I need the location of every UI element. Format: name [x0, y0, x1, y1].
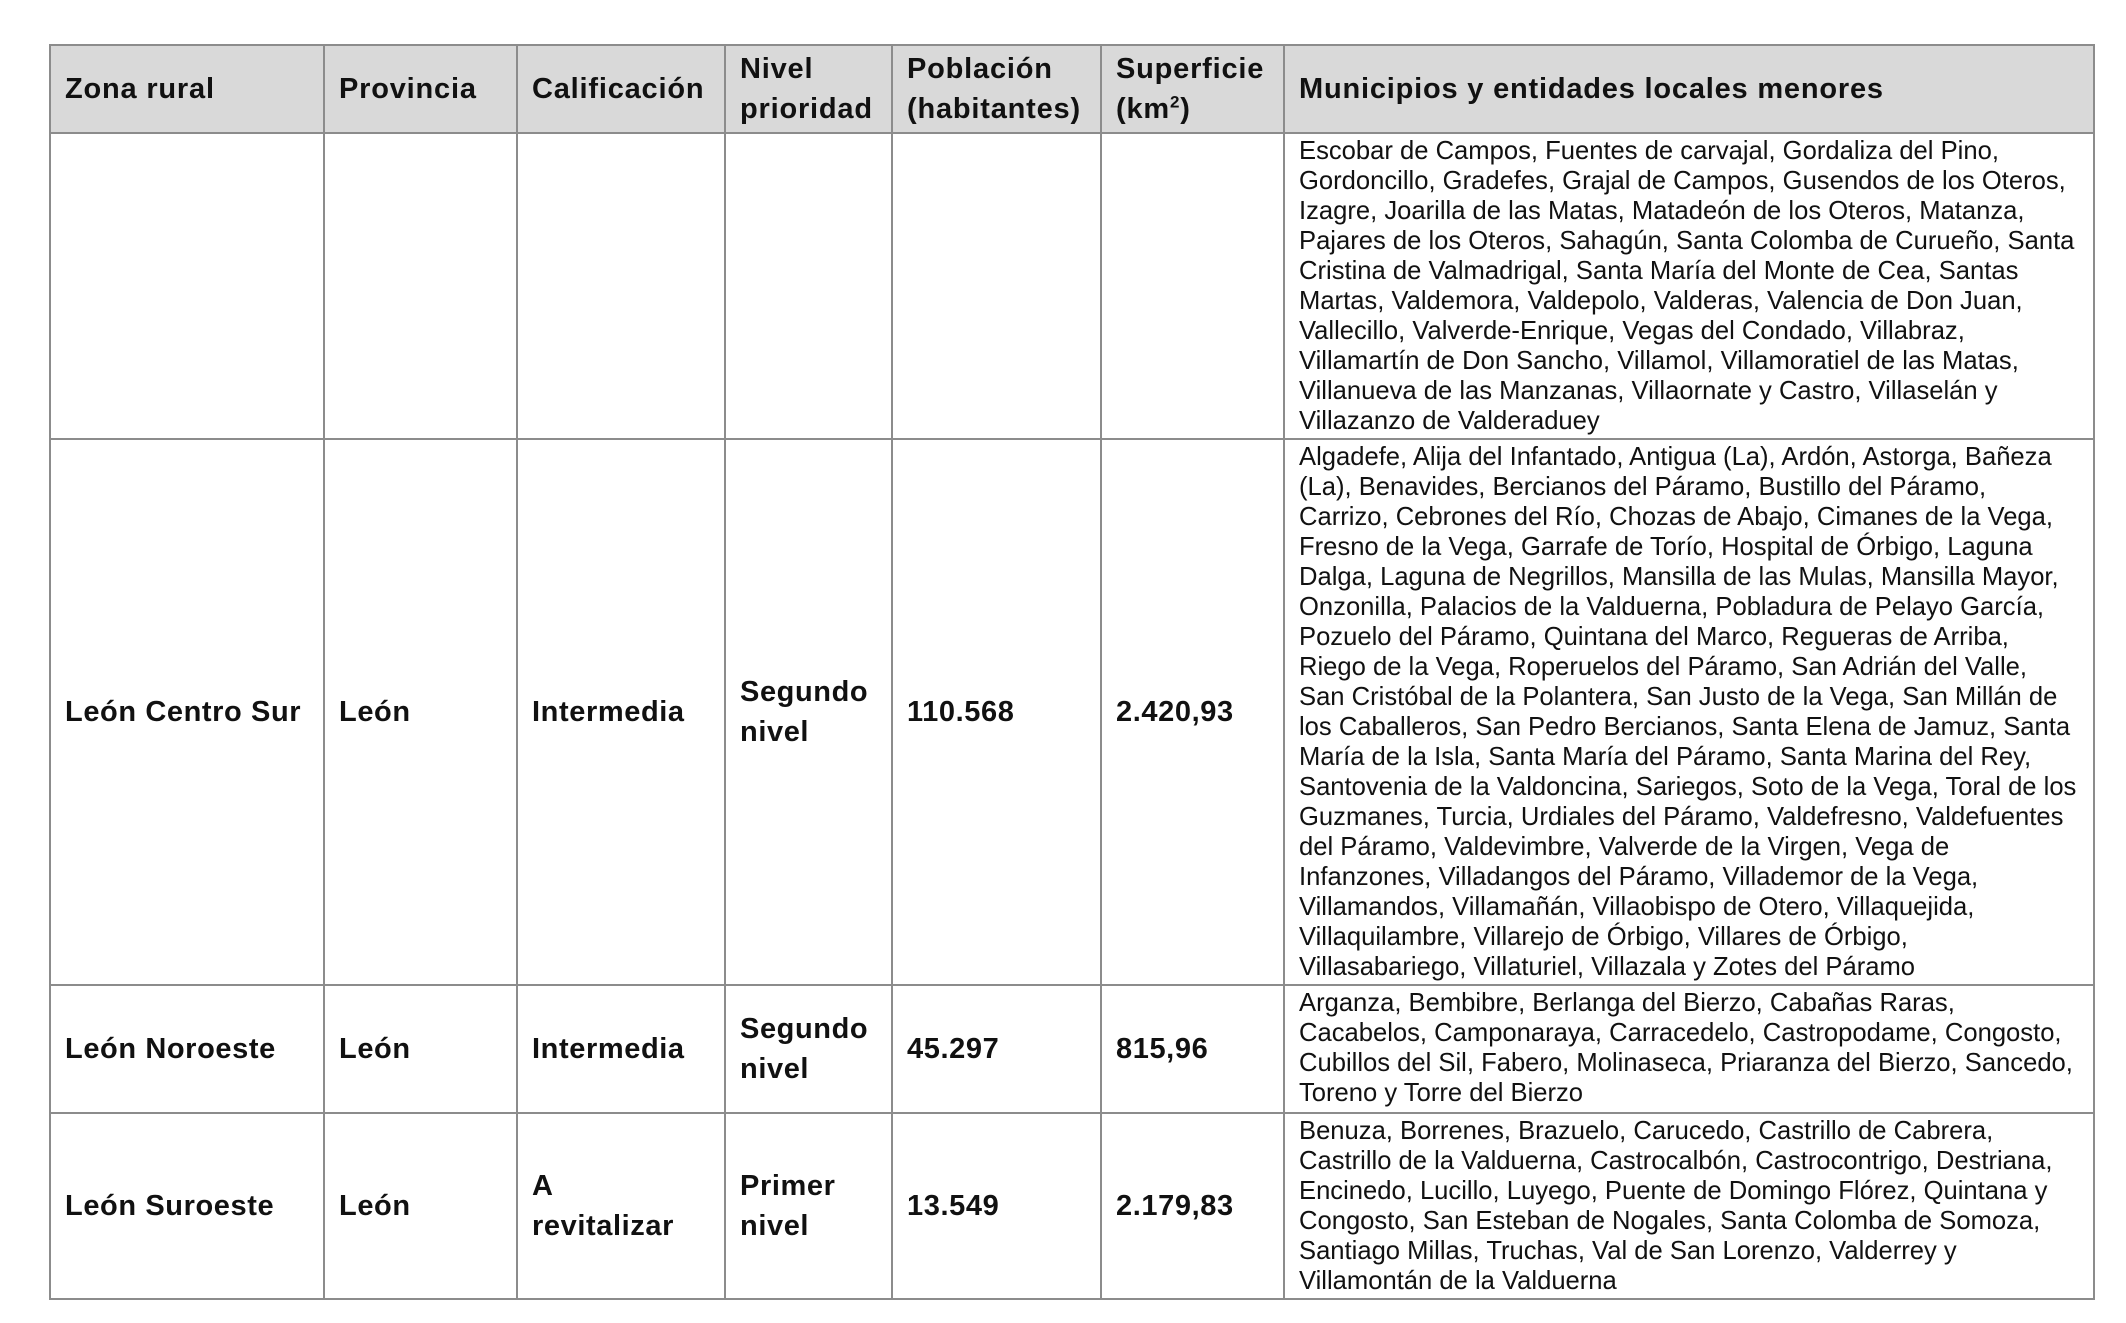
cell-municipios: Benuza, Borrenes, Brazuelo, Carucedo, Castrillo de Cabrera, Castrillo de la Valduerna, Castrocalbón, Castrocontrigo, Destriana, Encinedo, Lucillo, Luyego, Puente de Domingo Flórez, Quintana y Congosto, San Esteban de Nogales, Santa Colomba de Somoza, Santiago Millas, Truchas, Val de San Lorenzo, Valderrey y Villamontán de la Valduerna [1284, 1113, 2094, 1299]
cell-municipios: Arganza, Bembibre, Berlanga del Bierzo, Cabañas Raras, Cacabelos, Camponaraya, Carracedelo, Castropodame, Congosto, Cubillos del Sil, Fabero, Molinaseca, Priaranza del Bierzo, Sancedo, Toreno y Torre del Bierzo [1284, 985, 2094, 1113]
cell-nivel [725, 439, 892, 985]
cell-nivel-line2: nivel [740, 1210, 810, 1242]
cell-nivel-line2: nivel [740, 1053, 810, 1085]
cell-nivel [725, 1113, 892, 1299]
header-poblacion [892, 45, 1101, 133]
header-municipios: Municipios y entidades locales menores [1284, 45, 2094, 133]
header-superficie-unit-pre: (km [1116, 93, 1170, 125]
table-row [50, 439, 2094, 985]
cell-poblacion: 110.568 [892, 439, 1101, 985]
cell-zona: León Noroeste [50, 985, 324, 1113]
header-nivel-prioridad [725, 45, 892, 133]
cell-superficie: 2.179,83 [1101, 1113, 1284, 1299]
header-zona-rural: Zona rural [50, 45, 324, 133]
table-row [50, 133, 2094, 439]
cell-zona: León Centro Sur [50, 439, 324, 985]
cell-poblacion [892, 133, 1101, 439]
table-row [50, 1113, 2094, 1299]
header-superficie-line1: Superficie [1116, 53, 1265, 85]
table-row [50, 985, 2094, 1113]
cell-calificacion: Intermedia [517, 439, 725, 985]
cell-zona: León Suroeste [50, 1113, 324, 1299]
cell-nivel-line1: Primer [740, 1170, 836, 1202]
cell-municipios: Algadefe, Alija del Infantado, Antigua (La), Ardón, Astorga, Bañeza (La), Benavides, Bercianos del Páramo, Bustillo del Páramo, Carrizo, Cebrones del Río, Chozas de Abajo, Cimanes de la Vega, Fresno de la Vega, Garrafe de Torío, Hospital de Órbigo, Laguna Dalga, Laguna de Negrillos, Mansilla de las Mulas, Mansilla Mayor, Onzonilla, Palacios de la Valduerna, Pobladura de Pelayo García, Pozuelo del Páramo, Quintana del Marco, Regueras de Arriba, Riego de la Vega, Roperuelos del Páramo, San Adrián del Valle, San Cristóbal de la Polantera, San Justo de la Vega, San Millán de los Caballeros, San Pedro Bercianos, Santa Elena de Jamuz, Santa María de la Isla, Santa María del Páramo, Santa Marina del Rey, Santovenia de la Valdoncina, Sariegos, Soto de la Vega, Toral de los Guzmanes, Turcia, Urdiales del Páramo, Valdefresno, Valdefuentes del Páramo, Valdevimbre, Valverde de la Virgen, Vega de Infanzones, Villadangos del Páramo, Villademor de la Vega, Villamandos, Villamañán, Villaobispo de Otero, Villaquejida, Villaquilambre, Villarejo de Órbigo, Villares de Órbigo, Villasabariego, Villaturiel, Villazala y Zotes del Páramo [1284, 439, 2094, 985]
header-poblacion-line2: (habitantes) [907, 93, 1081, 125]
header-nivel-line2: prioridad [740, 93, 873, 125]
cell-nivel-line1: Segundo [740, 676, 869, 708]
header-poblacion-line1: Población [907, 53, 1053, 85]
cell-calificacion [517, 133, 725, 439]
header-row [50, 45, 2094, 133]
cell-nivel [725, 133, 892, 439]
cell-nivel-line1: Segundo [740, 1013, 869, 1045]
cell-superficie: 2.420,93 [1101, 439, 1284, 985]
header-superficie-unit-post: ) [1180, 93, 1191, 125]
cell-calificacion-line1: A [532, 1170, 554, 1202]
rural-zones-table [49, 44, 2095, 1300]
cell-zona [50, 133, 324, 439]
header-provincia: Provincia [324, 45, 517, 133]
cell-superficie: 815,96 [1101, 985, 1284, 1113]
cell-poblacion: 45.297 [892, 985, 1101, 1113]
header-nivel-line1: Nivel [740, 53, 814, 85]
cell-provincia: León [324, 439, 517, 985]
cell-provincia [324, 133, 517, 439]
cell-municipios: Escobar de Campos, Fuentes de carvajal, Gordaliza del Pino, Gordoncillo, Gradefes, Grajal de Campos, Gusendos de los Oteros, Izagre, Joarilla de las Matas, Matadeón de los Oteros, Matanza, Pajares de los Oteros, Sahagún, Santa Colomba de Curueño, Santa Cristina de Valmadrigal, Santa María del Monte de Cea, Santas Martas, Valdemora, Valdepolo, Valderas, Valencia de Don Juan, Vallecillo, Valverde-Enrique, Vegas del Condado, Villabraz, Villamartín de Don Sancho, Villamol, Villamoratiel de las Matas, Villanueva de las Manzanas, Villaornate y Castro, Villaselán y Villazanzo de Valderaduey [1284, 133, 2094, 439]
cell-poblacion: 13.549 [892, 1113, 1101, 1299]
cell-calificacion [517, 1113, 725, 1299]
cell-provincia: León [324, 985, 517, 1113]
cell-provincia: León [324, 1113, 517, 1299]
header-calificacion: Calificación [517, 45, 725, 133]
header-superficie [1101, 45, 1284, 133]
cell-nivel [725, 985, 892, 1113]
cell-calificacion: Intermedia [517, 985, 725, 1113]
header-superficie-unit-sup: 2 [1169, 92, 1181, 112]
cell-calificacion-line2: revitalizar [532, 1210, 675, 1242]
cell-nivel-line2: nivel [740, 716, 810, 748]
cell-superficie [1101, 133, 1284, 439]
